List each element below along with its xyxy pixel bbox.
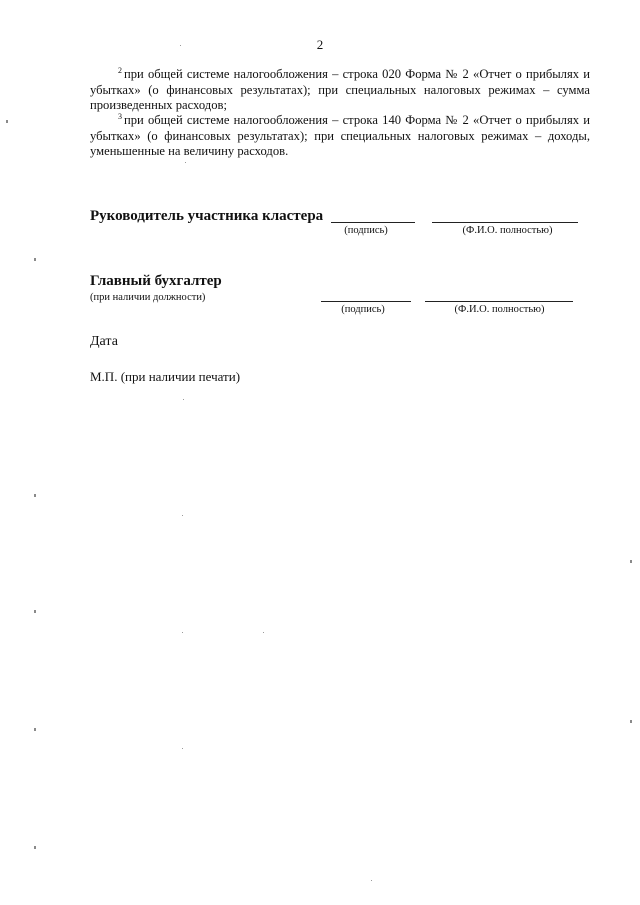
head-name-line — [432, 222, 578, 223]
footnote-text: при общей системе налогообложения – строка 020 Форма № 2 «Отчет о прибылях и убытках» (о финансовых результатах); при специальных налоговых режимах – сумма произведенных расходов; — [90, 67, 590, 112]
scan-speck — [182, 515, 183, 516]
scan-speck — [263, 632, 264, 633]
head-signature-caption: (подпись) — [344, 225, 388, 236]
scan-speck — [34, 728, 36, 731]
accountant-signature-line — [321, 301, 411, 302]
scan-speck — [630, 560, 632, 563]
scan-speck — [630, 720, 632, 723]
scan-speck — [180, 45, 181, 46]
accountant-signature-title: Главный бухгалтер — [90, 273, 222, 289]
scan-speck — [182, 748, 183, 749]
scan-speck — [34, 494, 36, 497]
footnote-3 — [90, 113, 590, 160]
scan-speck — [34, 258, 36, 261]
scan-speck — [6, 120, 8, 123]
accountant-name-caption: (Ф.И.О. полностью) — [454, 304, 545, 315]
scan-speck — [34, 846, 36, 849]
scan-speck — [182, 632, 183, 633]
accountant-name-line — [425, 301, 573, 302]
scan-speck — [371, 880, 372, 881]
footnote-marker: 3 — [118, 112, 122, 121]
date-label: Дата — [90, 334, 118, 349]
scan-speck — [34, 610, 36, 613]
scan-speck — [183, 399, 184, 400]
page-number: 2 — [316, 37, 324, 52]
footnote-marker: 2 — [118, 66, 122, 75]
footnote-text: при общей системе налогообложения – строка 140 Форма № 2 «Отчет о прибылях и убытках» (о финансовых результатах); при специальных налоговых режимах – доходы, уменьшенные на величину расходов. — [90, 113, 590, 158]
head-signature-title: Руководитель участника кластера — [90, 208, 324, 224]
head-name-caption: (Ф.И.О. полностью) — [462, 225, 553, 236]
head-signature-line — [331, 222, 415, 223]
accountant-signature-caption: (подпись) — [341, 304, 385, 315]
stamp-label: М.П. (при наличии печати) — [90, 369, 241, 384]
footnote-2 — [90, 67, 590, 114]
accountant-position-note: (при наличии должности) — [90, 292, 206, 303]
scan-speck — [185, 162, 186, 163]
